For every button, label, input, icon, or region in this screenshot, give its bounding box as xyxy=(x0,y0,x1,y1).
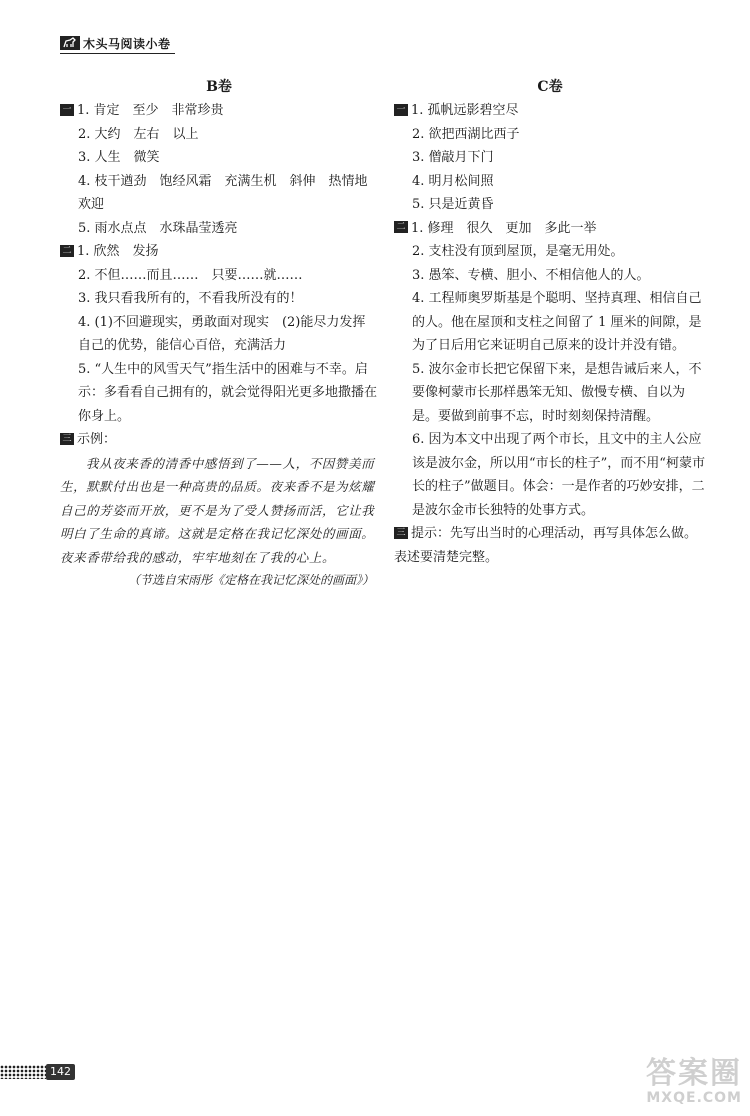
answer-item: 2. 不但……而且…… 只要……就…… xyxy=(78,267,303,283)
left-column xyxy=(60,76,378,593)
section-marker: 二 xyxy=(60,245,74,257)
answer-item: 5. 只是近黄昏 xyxy=(412,197,494,212)
answer-item: 3. 愚笨、专横、胆小、不相信他人的人。 xyxy=(412,267,650,283)
section-marker: 一 xyxy=(60,104,74,116)
answer-item: 3. 人生 微笑 xyxy=(78,150,160,165)
horse-logo-icon xyxy=(60,36,80,50)
header-title: 木头马阅读小卷 xyxy=(83,36,171,51)
right-title: C卷 xyxy=(537,79,563,95)
left-title: B卷 xyxy=(206,79,232,95)
dot-pattern-decoration xyxy=(0,1065,46,1079)
answer-item: 3. 我只看我所有的，不看我所没有的！ xyxy=(78,291,303,306)
watermark xyxy=(646,1058,742,1106)
watermark-line-2: MXQE.COM xyxy=(646,1090,742,1106)
left-section-3 xyxy=(60,428,378,593)
right-column xyxy=(394,76,706,569)
header-bar xyxy=(60,33,175,54)
answer-item: 6. 因为本文中出现了两个市长，且文中的主人公应该是波尔金，所以用“市长的柱子”，而不用“柯蒙市长的柱子”做题目。体会：一是作者的巧妙安排，二是波尔金市长独特的处事方式。 xyxy=(412,432,705,518)
answer-item: 3. 僧敲月下门 xyxy=(412,150,494,165)
left-section-2 xyxy=(60,240,378,428)
answer-item: 1. 肯定 至少 非常珍贵 xyxy=(77,103,224,118)
example-essay: 我从夜来香的清香中感悟到了——人，不因赞美而生，默默付出也是一种高贵的品质。夜来香不是为炫耀自己的芳姿而开放，更不是为了受人赞扬而活，它让我明白了生命的真谛。这就是定格在我记忆深处的画面。夜来香带给我的感动，牢牢地刻在了我的心上。 xyxy=(60,455,375,565)
answer-item: 4. 枝干遒劲 饱经风霜 充满生机 斜伸 热情地欢迎 xyxy=(78,173,368,212)
answer-item: 4. 工程师奥罗斯基是个聪明、坚持真理、相信自己的人。他在屋顶和支柱之间留了 1 厘米的间隙，是为了日后用它来证明自己原来的设计并没有错。 xyxy=(412,291,702,353)
essay-source: （节选自宋雨彤《定格在我记忆深处的画面》） xyxy=(127,573,374,587)
answer-item: 1. 修理 很久 更加 多此一举 xyxy=(411,220,597,236)
right-section-3 xyxy=(394,522,706,569)
answer-item: 4. 明月松间照 xyxy=(412,173,494,189)
left-section-1 xyxy=(60,99,378,240)
right-section-1 xyxy=(394,99,706,217)
answer-item: 5. 雨水点点 水珠晶莹透亮 xyxy=(78,220,238,236)
answer-item: 1. 欣然 发扬 xyxy=(77,244,159,259)
hint-text: 提示：先写出当时的心理活动，再写具体怎么做。表述要清楚完整。 xyxy=(394,526,698,565)
section-marker: 二 xyxy=(394,221,408,233)
answer-item: 5. “人生中的风雪天气”指生活中的困难与不幸。启示：多看看自己拥有的，就会觉得阳光更多地撒播在你身上。 xyxy=(78,361,378,424)
section-marker: 一 xyxy=(394,104,408,116)
watermark-line-1: 答案圈 xyxy=(646,1056,742,1091)
page-number: 142 xyxy=(46,1064,75,1080)
answer-item: 4. (1)不回避现实，勇敢面对现实 (2)能尽力发挥自己的优势，能信心百倍，充满活力 xyxy=(78,314,366,353)
answer-item: 2. 欲把西湖比西子 xyxy=(412,126,520,142)
section-marker: 三 xyxy=(394,527,408,539)
answer-item: 2. 大约 左右 以上 xyxy=(78,126,199,142)
answer-item: 2. 支柱没有顶到屋顶，是毫无用处。 xyxy=(412,244,624,259)
answer-item: 1. 孤帆远影碧空尽 xyxy=(411,103,519,118)
answer-item: 5. 波尔金市长把它保留下来，是想告诫后来人，不要像柯蒙市长那样愚笨无知、傲慢专横、自以为是。要做到前事不忘，时时刻刻保持清醒。 xyxy=(412,361,702,424)
example-label: 示例： xyxy=(77,432,117,447)
page-footer xyxy=(0,1064,75,1080)
right-section-2 xyxy=(394,217,706,523)
section-marker: 三 xyxy=(60,433,74,445)
